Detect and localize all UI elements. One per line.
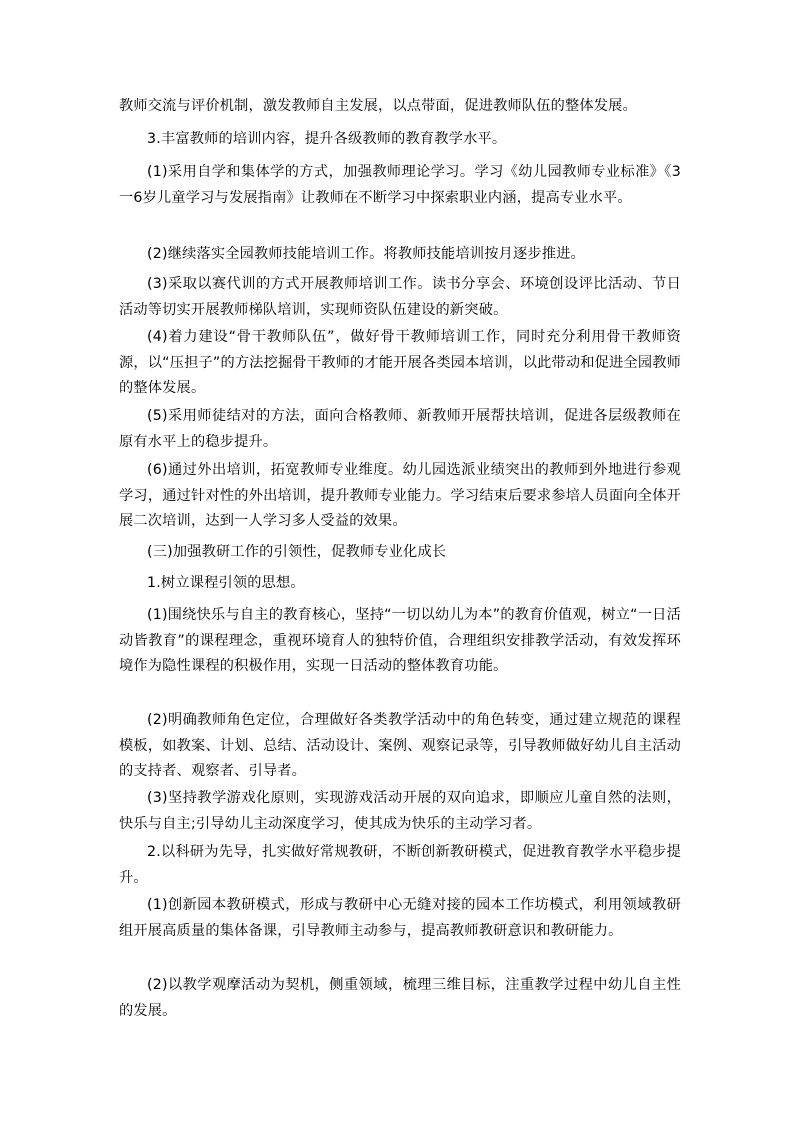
paragraph-16: (2)以教学观摩活动为契机，侧重领域，梳理三维目标，注重教学过程中幼儿自主性的发展。 — [119, 977, 681, 1019]
paragraph-13: (3)坚持教学游戏化原则，实现游戏活动开展的双向追求，即顺应儿童自然的法则，快乐与自主;引导幼儿主动深度学习，使其成为快乐的主动学习者。 — [119, 790, 681, 832]
paragraph-7: (5)采用师徒结对的方法，面向合格教师、新教师开展帮扶培训，促进各层级教师在原有水平上的稳步提升。 — [119, 408, 681, 450]
paragraph-1: 教师交流与评价机制，激发教师自主发展，以点带面，促进教师队伍的整体发展。 — [119, 98, 637, 114]
paragraph-2: 3.丰富教师的培训内容，提升各级教师的教育教学水平。 — [147, 131, 507, 147]
paragraph-14: 2.以科研为先导，扎实做好常规教研，不断创新教研模式，促进教育教学水平稳步提升。 — [119, 844, 681, 886]
paragraph-9: (三)加强教研工作的引领性，促教师专业化成长 — [147, 544, 447, 560]
paragraph-12: (2)明确教师角色定位，合理做好各类教学活动中的角色转变，通过建立规范的课程模板，如教案、计划、总结、活动设计、案例、观察记录等，引导教师做好幼儿自主活动的支持者、观察者、引导者。 — [119, 712, 681, 779]
paragraph-3: (1)采用自学和集体学的方式，加强教师理论学习。学习《幼儿园教师专业标准》《3一6岁儿童学习与发展指南》让教师在不断学习中探索职业内涵，提高专业水平。 — [119, 164, 681, 206]
paragraph-10: 1.树立课程引领的思想。 — [147, 575, 305, 591]
paragraph-11: (1)围绕快乐与自主的教育核心，坚持“一切以幼儿为本”的教育价值观，树立“一日活动皆教育”的课程理念，重视环境育人的独特价值，合理组织安排教学活动，有效发挥环境作为隐性课程的积极作用，实现一日活动的整体教育功能。 — [119, 607, 681, 674]
paragraph-6: (4)着力建设“骨干教师队伍”，做好骨干教师培训工作，同时充分利用骨干教师资源，以“压担子”的方法挖掘骨干教师的才能开展各类园本培训，以此带动和促进全园教师的整体发展。 — [119, 329, 681, 396]
paragraph-15: (1)创新园本教研模式，形成与教研中心无缝对接的园本工作坊模式，利用领域教研组开展高质量的集体备课，引导教师主动参与，提高教师教研意识和教研能力。 — [119, 897, 681, 939]
paragraph-4: (2)继续落实全园教师技能培训工作。将教师技能培训按月逐步推进。 — [147, 246, 585, 262]
paragraph-5: (3)采取以赛代训的方式开展教师培训工作。读书分享会、环境创设评比活动、节日活动等切实开展教师梯队培训，实现师资队伍建设的新突破。 — [119, 276, 681, 318]
paragraph-8: (6)通过外出培训，拓宽教师专业维度。幼儿园选派业绩突出的教师到外地进行参观学习，通过针对性的外出培训，提升教师专业能力。学习结束后要求参培人员面向全体开展二次培训，达到一人学习多人受益的效果。 — [119, 462, 681, 529]
